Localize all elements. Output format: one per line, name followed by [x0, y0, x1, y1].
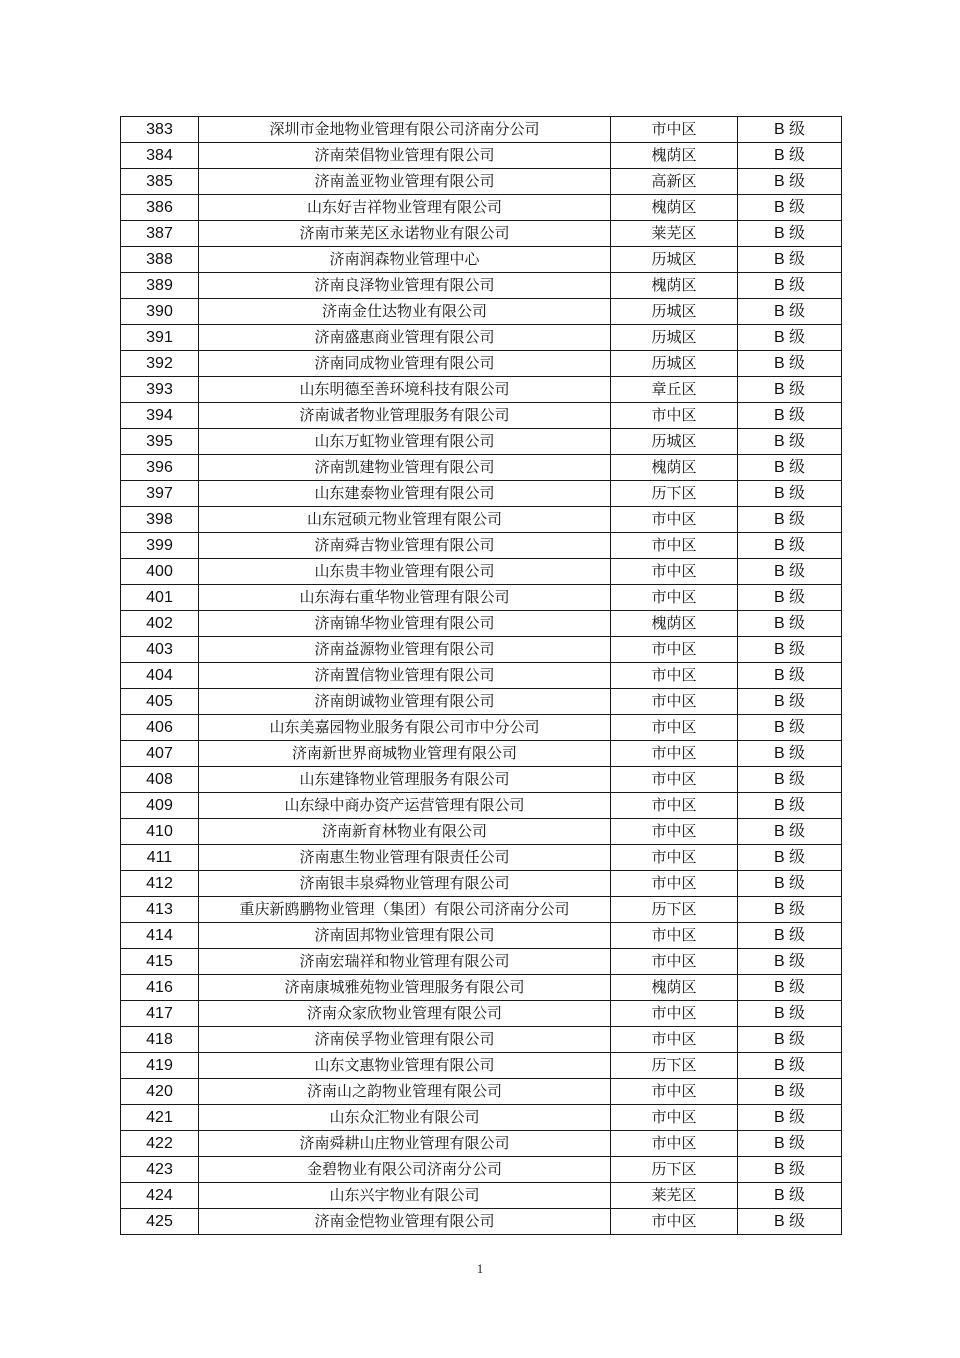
company-name: 山东贵丰物业管理有限公司 — [199, 559, 611, 585]
row-number: 411 — [121, 845, 199, 871]
row-number: 397 — [121, 481, 199, 507]
district-name: 市中区 — [611, 793, 738, 819]
credit-grade: B 级 — [738, 143, 842, 169]
row-number: 387 — [121, 221, 199, 247]
credit-grade: B 级 — [738, 845, 842, 871]
credit-grade: B 级 — [738, 767, 842, 793]
table-row — [121, 611, 842, 637]
company-name: 深圳市金地物业管理有限公司济南分公司 — [199, 117, 611, 143]
credit-grade: B 级 — [738, 1209, 842, 1235]
district-name: 莱芜区 — [611, 221, 738, 247]
row-number: 408 — [121, 767, 199, 793]
credit-grade: B 级 — [738, 481, 842, 507]
table-row — [121, 429, 842, 455]
district-name: 章丘区 — [611, 377, 738, 403]
table-row — [121, 377, 842, 403]
district-name: 市中区 — [611, 923, 738, 949]
district-name: 历下区 — [611, 897, 738, 923]
company-name: 济南舜吉物业管理有限公司 — [199, 533, 611, 559]
company-name: 山东海右重华物业管理有限公司 — [199, 585, 611, 611]
district-name: 槐荫区 — [611, 611, 738, 637]
district-name: 市中区 — [611, 689, 738, 715]
district-name: 市中区 — [611, 741, 738, 767]
row-number: 419 — [121, 1053, 199, 1079]
credit-grade: B 级 — [738, 1001, 842, 1027]
company-name: 济南众家欣物业管理有限公司 — [199, 1001, 611, 1027]
row-number: 420 — [121, 1079, 199, 1105]
row-number: 412 — [121, 871, 199, 897]
table-row — [121, 143, 842, 169]
company-name: 山东众汇物业有限公司 — [199, 1105, 611, 1131]
credit-grade: B 级 — [738, 221, 842, 247]
credit-grade: B 级 — [738, 585, 842, 611]
district-name: 槐荫区 — [611, 195, 738, 221]
table-row — [121, 325, 842, 351]
credit-grade: B 级 — [738, 1105, 842, 1131]
company-name: 济南锦华物业管理有限公司 — [199, 611, 611, 637]
district-name: 市中区 — [611, 767, 738, 793]
credit-grade: B 级 — [738, 1079, 842, 1105]
credit-grade: B 级 — [738, 871, 842, 897]
company-name: 济南盖亚物业管理有限公司 — [199, 169, 611, 195]
company-name: 济南市莱芜区永诺物业有限公司 — [199, 221, 611, 247]
credit-grade: B 级 — [738, 793, 842, 819]
table-row — [121, 793, 842, 819]
table-row — [121, 689, 842, 715]
row-number: 407 — [121, 741, 199, 767]
credit-grade: B 级 — [738, 117, 842, 143]
row-number: 393 — [121, 377, 199, 403]
company-name: 重庆新鸥鹏物业管理（集团）有限公司济南分公司 — [199, 897, 611, 923]
credit-grade: B 级 — [738, 299, 842, 325]
credit-grade: B 级 — [738, 1157, 842, 1183]
company-name: 济南同成物业管理有限公司 — [199, 351, 611, 377]
row-number: 394 — [121, 403, 199, 429]
table-row — [121, 819, 842, 845]
table-row — [121, 585, 842, 611]
table-row — [121, 1183, 842, 1209]
district-name: 市中区 — [611, 1027, 738, 1053]
district-name: 市中区 — [611, 1079, 738, 1105]
table-row — [121, 949, 842, 975]
table-row — [121, 1027, 842, 1053]
credit-grade: B 级 — [738, 247, 842, 273]
credit-grade: B 级 — [738, 637, 842, 663]
table-row — [121, 351, 842, 377]
row-number: 388 — [121, 247, 199, 273]
row-number: 401 — [121, 585, 199, 611]
rating-table — [120, 116, 842, 1235]
district-name: 市中区 — [611, 949, 738, 975]
table-row — [121, 507, 842, 533]
table-row — [121, 767, 842, 793]
company-name: 济南益源物业管理有限公司 — [199, 637, 611, 663]
credit-grade: B 级 — [738, 169, 842, 195]
row-number: 390 — [121, 299, 199, 325]
credit-grade: B 级 — [738, 819, 842, 845]
row-number: 421 — [121, 1105, 199, 1131]
credit-grade: B 级 — [738, 715, 842, 741]
credit-grade: B 级 — [738, 949, 842, 975]
row-number: 410 — [121, 819, 199, 845]
credit-grade: B 级 — [738, 195, 842, 221]
credit-grade: B 级 — [738, 377, 842, 403]
row-number: 385 — [121, 169, 199, 195]
credit-grade: B 级 — [738, 533, 842, 559]
credit-grade: B 级 — [738, 741, 842, 767]
credit-grade: B 级 — [738, 403, 842, 429]
company-name: 济南固邦物业管理有限公司 — [199, 923, 611, 949]
district-name: 历城区 — [611, 247, 738, 273]
table-row — [121, 481, 842, 507]
credit-grade: B 级 — [738, 351, 842, 377]
row-number: 396 — [121, 455, 199, 481]
company-name: 济南金恺物业管理有限公司 — [199, 1209, 611, 1235]
table-row — [121, 871, 842, 897]
table-row — [121, 195, 842, 221]
page-number: 1 — [476, 1261, 484, 1276]
district-name: 槐荫区 — [611, 143, 738, 169]
row-number: 404 — [121, 663, 199, 689]
table-row — [121, 741, 842, 767]
table-row — [121, 897, 842, 923]
company-name: 济南金仕达物业有限公司 — [199, 299, 611, 325]
row-number: 400 — [121, 559, 199, 585]
district-name: 历城区 — [611, 299, 738, 325]
row-number: 409 — [121, 793, 199, 819]
row-number: 391 — [121, 325, 199, 351]
company-name: 山东万虹物业管理有限公司 — [199, 429, 611, 455]
credit-grade: B 级 — [738, 1183, 842, 1209]
table-row — [121, 221, 842, 247]
table-row — [121, 559, 842, 585]
company-name: 济南盛惠商业管理有限公司 — [199, 325, 611, 351]
row-number: 405 — [121, 689, 199, 715]
table-row — [121, 117, 842, 143]
district-name: 历城区 — [611, 325, 738, 351]
table-row — [121, 1209, 842, 1235]
company-name: 济南荣倡物业管理有限公司 — [199, 143, 611, 169]
table-row — [121, 273, 842, 299]
credit-grade: B 级 — [738, 1027, 842, 1053]
row-number: 414 — [121, 923, 199, 949]
district-name: 历城区 — [611, 351, 738, 377]
company-name: 济南侯孚物业管理有限公司 — [199, 1027, 611, 1053]
district-name: 槐荫区 — [611, 975, 738, 1001]
row-number: 389 — [121, 273, 199, 299]
company-name: 济南诚者物业管理服务有限公司 — [199, 403, 611, 429]
table-row — [121, 403, 842, 429]
district-name: 槐荫区 — [611, 273, 738, 299]
company-name: 山东明德至善环境科技有限公司 — [199, 377, 611, 403]
table-row — [121, 715, 842, 741]
company-name: 金碧物业有限公司济南分公司 — [199, 1157, 611, 1183]
table-row — [121, 533, 842, 559]
row-number: 398 — [121, 507, 199, 533]
row-number: 392 — [121, 351, 199, 377]
company-name: 济南良泽物业管理有限公司 — [199, 273, 611, 299]
credit-grade: B 级 — [738, 507, 842, 533]
row-number: 424 — [121, 1183, 199, 1209]
district-name: 市中区 — [611, 533, 738, 559]
district-name: 市中区 — [611, 663, 738, 689]
company-name: 山东美嘉园物业服务有限公司市中分公司 — [199, 715, 611, 741]
table-row — [121, 299, 842, 325]
table-row — [121, 1157, 842, 1183]
company-name: 山东兴宇物业有限公司 — [199, 1183, 611, 1209]
row-number: 386 — [121, 195, 199, 221]
district-name: 市中区 — [611, 637, 738, 663]
row-number: 425 — [121, 1209, 199, 1235]
company-name: 山东绿中商办资产运营管理有限公司 — [199, 793, 611, 819]
table-row — [121, 923, 842, 949]
row-number: 399 — [121, 533, 199, 559]
row-number: 415 — [121, 949, 199, 975]
table-row — [121, 169, 842, 195]
district-name: 市中区 — [611, 1131, 738, 1157]
company-name: 山东建泰物业管理有限公司 — [199, 481, 611, 507]
district-name: 市中区 — [611, 871, 738, 897]
rating-table-body — [121, 117, 842, 1235]
credit-grade: B 级 — [738, 429, 842, 455]
district-name: 历下区 — [611, 1053, 738, 1079]
credit-grade: B 级 — [738, 455, 842, 481]
credit-grade: B 级 — [738, 663, 842, 689]
district-name: 市中区 — [611, 585, 738, 611]
company-name: 济南康城雅苑物业管理服务有限公司 — [199, 975, 611, 1001]
company-name: 山东文惠物业管理有限公司 — [199, 1053, 611, 1079]
table-row — [121, 845, 842, 871]
district-name: 市中区 — [611, 819, 738, 845]
company-name: 山东冠硕元物业管理有限公司 — [199, 507, 611, 533]
company-name: 济南置信物业管理有限公司 — [199, 663, 611, 689]
credit-grade: B 级 — [738, 923, 842, 949]
credit-grade: B 级 — [738, 975, 842, 1001]
row-number: 417 — [121, 1001, 199, 1027]
district-name: 市中区 — [611, 1209, 738, 1235]
district-name: 历城区 — [611, 429, 738, 455]
credit-grade: B 级 — [738, 273, 842, 299]
company-name: 山东好吉祥物业管理有限公司 — [199, 195, 611, 221]
district-name: 历下区 — [611, 1157, 738, 1183]
table-row — [121, 455, 842, 481]
credit-grade: B 级 — [738, 611, 842, 637]
company-name: 济南新世界商城物业管理有限公司 — [199, 741, 611, 767]
row-number: 416 — [121, 975, 199, 1001]
company-name: 济南舜耕山庄物业管理有限公司 — [199, 1131, 611, 1157]
company-name: 济南惠生物业管理有限责任公司 — [199, 845, 611, 871]
district-name: 槐荫区 — [611, 455, 738, 481]
row-number: 422 — [121, 1131, 199, 1157]
row-number: 383 — [121, 117, 199, 143]
district-name: 市中区 — [611, 117, 738, 143]
row-number: 403 — [121, 637, 199, 663]
row-number: 418 — [121, 1027, 199, 1053]
credit-grade: B 级 — [738, 689, 842, 715]
company-name: 济南山之韵物业管理有限公司 — [199, 1079, 611, 1105]
table-row — [121, 1053, 842, 1079]
company-name: 济南宏瑞祥和物业管理有限公司 — [199, 949, 611, 975]
credit-grade: B 级 — [738, 325, 842, 351]
district-name: 市中区 — [611, 715, 738, 741]
company-name: 山东建锋物业管理服务有限公司 — [199, 767, 611, 793]
credit-grade: B 级 — [738, 1053, 842, 1079]
table-row — [121, 1105, 842, 1131]
credit-grade: B 级 — [738, 559, 842, 585]
district-name: 莱芜区 — [611, 1183, 738, 1209]
district-name: 市中区 — [611, 507, 738, 533]
district-name: 高新区 — [611, 169, 738, 195]
row-number: 406 — [121, 715, 199, 741]
district-name: 历下区 — [611, 481, 738, 507]
district-name: 市中区 — [611, 559, 738, 585]
row-number: 423 — [121, 1157, 199, 1183]
table-row — [121, 1001, 842, 1027]
district-name: 市中区 — [611, 845, 738, 871]
company-name: 济南朗诚物业管理有限公司 — [199, 689, 611, 715]
company-name: 济南新育林物业有限公司 — [199, 819, 611, 845]
table-row — [121, 247, 842, 273]
district-name: 市中区 — [611, 1105, 738, 1131]
row-number: 395 — [121, 429, 199, 455]
credit-grade: B 级 — [738, 1131, 842, 1157]
company-name: 济南银丰泉舜物业管理有限公司 — [199, 871, 611, 897]
company-name: 济南润森物业管理中心 — [199, 247, 611, 273]
table-row — [121, 1131, 842, 1157]
table-row — [121, 663, 842, 689]
credit-grade: B 级 — [738, 897, 842, 923]
table-row — [121, 637, 842, 663]
row-number: 413 — [121, 897, 199, 923]
table-row — [121, 1079, 842, 1105]
table-row — [121, 975, 842, 1001]
row-number: 402 — [121, 611, 199, 637]
company-name: 济南凯建物业管理有限公司 — [199, 455, 611, 481]
district-name: 市中区 — [611, 403, 738, 429]
row-number: 384 — [121, 143, 199, 169]
district-name: 市中区 — [611, 1001, 738, 1027]
